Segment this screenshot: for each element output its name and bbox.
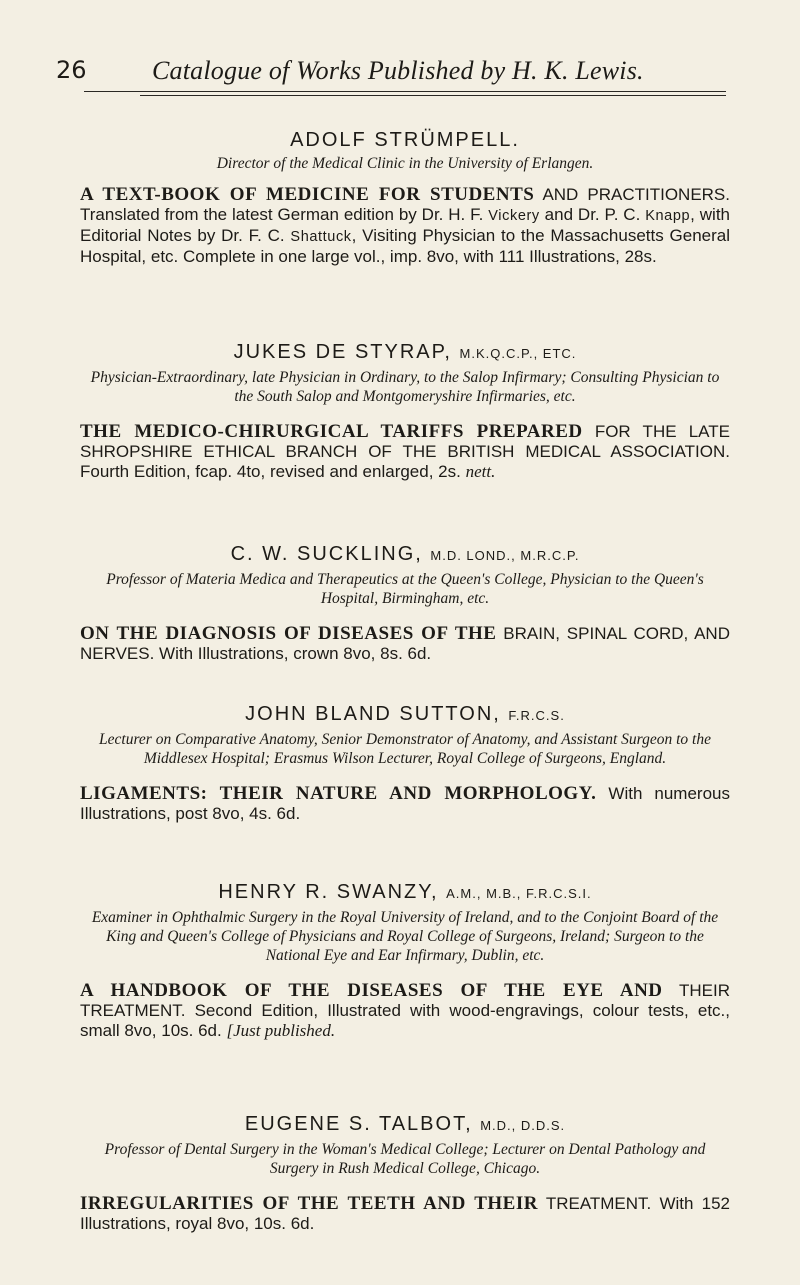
book-text: Shattuck	[290, 229, 352, 245]
book-text: With numerous Illustrations, post 8vo, 4s. 6d.	[80, 784, 730, 823]
header-rule	[84, 91, 726, 92]
author-role: Professor of Dental Surgery in the Woman's Medical College; Lecturer on Dental Pathology and Surgery in Rush Medical College, Chicago.	[104, 1141, 706, 1177]
catalogue-entry	[80, 702, 730, 824]
book-title: A TEXT-BOOK OF MEDICINE FOR STUDENTS	[80, 184, 535, 205]
book-description	[80, 1194, 730, 1234]
page-number: 26	[56, 56, 87, 84]
author-name	[80, 542, 730, 568]
book-text: , Visiting Physician to the Massachusetts General Hospital, etc. Complete in one large vol., imp. 8vo, with 111 Illustrations, 28s.	[80, 226, 730, 266]
catalogue-entry	[80, 880, 730, 1041]
header-rule-thin	[140, 95, 726, 96]
book-title: THE MEDICO-CHIRURGICAL TARIFFS PREPARED	[80, 421, 583, 442]
author-credentials: A.M., M.B., F.R.C.S.I.	[446, 886, 592, 901]
running-title: Catalogue of Works Published by H. K. Lewis.	[152, 56, 644, 85]
catalogue-entry	[80, 128, 730, 267]
author-role: Professor of Materia Medica and Therapeutics at the Queen's College, Physician to the Queen's Hospital, Birmingham, etc.	[106, 571, 704, 607]
author-credentials: M.D. LOND., M.R.C.P.	[430, 548, 580, 563]
author-role: Director of the Medical Clinic in the University of Erlangen.	[216, 155, 594, 172]
author-name-text: ADOLF STRÜMPELL.	[290, 129, 520, 151]
book-description	[80, 624, 730, 664]
book-text: THEIR TREATMENT. Second Edition, Illustrated with wood-engravings, colour tests, etc., small 8vo, 10s. 6d.	[80, 981, 730, 1040]
book-text: , with Editorial Notes by Dr. F. C.	[80, 205, 731, 245]
author-credentials: M.D., D.D.S.	[480, 1118, 566, 1133]
book-text: and Dr. P. C.	[539, 205, 646, 224]
book-text-italic: nett.	[465, 462, 496, 481]
book-text: Knapp	[645, 208, 691, 224]
author-name-text: JOHN BLAND SUTTON,	[245, 703, 501, 725]
book-text: AND PRACTITIONERS. Translated from the latest German edition by Dr. H. F.	[80, 185, 730, 224]
book-description	[80, 784, 730, 824]
book-text: TREATMENT. With 152 Illustrations, royal 8vo, 10s. 6d.	[80, 1194, 730, 1233]
author-credentials: F.R.C.S.	[508, 708, 565, 723]
catalogue-entry	[80, 1112, 730, 1234]
author-name	[80, 880, 730, 906]
author-name	[80, 340, 730, 366]
catalogue-entry	[80, 340, 730, 482]
author-role: Examiner in Ophthalmic Surgery in the Royal University of Ireland, and to the Conjoint Board of the King and Queen's College of Physicians and Royal College of Surgeons, Ireland; Surgeon to the National Eye and Ear Infirmary, Dublin, etc.	[91, 909, 719, 964]
author-name-text: C. W. SUCKLING,	[230, 543, 423, 565]
book-title: IRREGULARITIES OF THE TEETH AND THEIR	[80, 1193, 538, 1214]
book-description	[80, 422, 730, 482]
author-name-text: HENRY R. SWANZY,	[218, 881, 439, 903]
catalogue-entry	[80, 542, 730, 664]
author-role: Physician-Extraordinary, late Physician in Ordinary, to the Salop Infirmary; Consulting Physician to the South Salop and Montgomeryshire Infirmaries, etc.	[90, 369, 720, 405]
book-text-italic: [Just published.	[226, 1021, 336, 1040]
book-description	[80, 981, 730, 1041]
book-title: ON THE DIAGNOSIS OF DISEASES OF THE	[80, 623, 497, 644]
author-role: Lecturer on Comparative Anatomy, Senior Demonstrator of Anatomy, and Assistant Surgeon to the Middlesex Hospital; Erasmus Wilson Lecturer, Royal College of Surgeons, England.	[99, 731, 711, 767]
author-name	[80, 702, 730, 728]
book-text: BRAIN, SPINAL CORD, AND NERVES. With Illustrations, crown 8vo, 8s. 6d.	[80, 624, 730, 663]
author-name	[80, 1112, 730, 1138]
author-name-text: JUKES DE STYRAP,	[233, 341, 452, 363]
page-header	[56, 56, 756, 90]
author-name-text: EUGENE S. TALBOT,	[244, 1113, 473, 1135]
book-description	[80, 185, 730, 267]
author-name	[80, 128, 730, 152]
book-title: LIGAMENTS: THEIR NATURE AND MORPHOLOGY.	[80, 783, 597, 804]
book-title: A HANDBOOK OF THE DISEASES OF THE EYE AND	[80, 980, 663, 1001]
book-text: Vickery	[488, 208, 540, 224]
book-text: FOR THE LATE SHROPSHIRE ETHICAL BRANCH OF THE BRITISH MEDICAL ASSOCIATION. Fourth Edition, fcap. 4to, revised and enlarged, 2s.	[80, 422, 730, 481]
author-credentials: M.K.Q.C.P., ETC.	[459, 346, 577, 361]
